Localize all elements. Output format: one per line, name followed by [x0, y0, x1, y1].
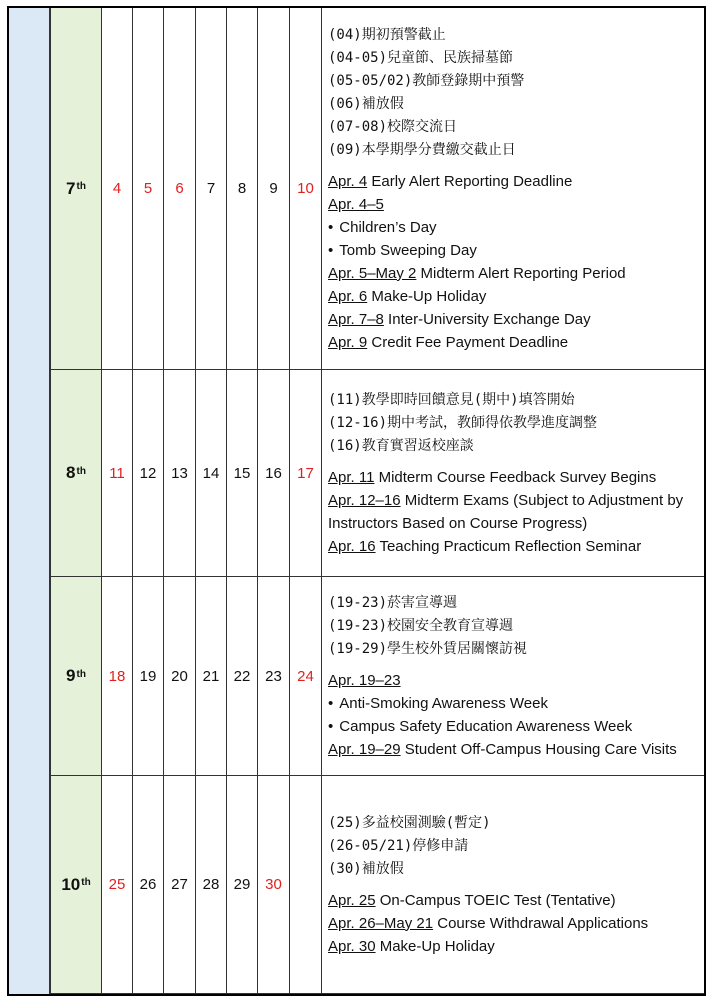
day-cell: 16	[258, 370, 290, 576]
table-border	[7, 6, 706, 996]
event-zh: (16)教育實習返校座談	[328, 437, 474, 454]
event-zh: (26-05/21)停修申請	[328, 837, 469, 854]
event-date: Apr. 4–5	[328, 195, 384, 213]
event-text: Course Withdrawal Applications	[433, 914, 649, 932]
day-cell: 9	[258, 8, 290, 369]
day-cell: 10	[290, 8, 322, 369]
event-zh: (11)教學即時回饋意見(期中)填答開始	[328, 391, 575, 408]
event-text: On-Campus TOEIC Test (Tentative)	[375, 891, 616, 909]
day-cell: 28	[196, 776, 227, 993]
day-cell: 4	[102, 8, 133, 369]
day-cell: 11	[102, 370, 133, 576]
event-date: Apr. 19–23	[328, 671, 401, 689]
event-text: Student Off-Campus Housing Care Visits	[400, 740, 677, 758]
event-text: Campus Safety Education Awareness Week	[339, 717, 633, 735]
week-number-label: 7	[66, 178, 76, 198]
event-zh: (04-05)兒童節、民族掃墓節	[328, 49, 514, 66]
day-cell: 23	[258, 577, 290, 775]
event-text: Make-Up Holiday	[367, 287, 487, 305]
day-cell: 6	[164, 8, 196, 369]
event-zh: (05-05/02)教師登錄期中預警	[328, 72, 525, 89]
day-cell: 24	[290, 577, 322, 775]
day-cell: 18	[102, 577, 133, 775]
event-date: Apr. 4	[328, 172, 368, 190]
day-cell: 25	[102, 776, 133, 993]
event-text: Anti-Smoking Awareness Week	[339, 694, 548, 712]
day-cell: 20	[164, 577, 196, 775]
day-cell: 13	[164, 370, 196, 576]
day-cell: 7	[196, 8, 227, 369]
event-text: Midterm Alert Reporting Period	[416, 264, 626, 282]
day-cell: 8	[227, 8, 258, 369]
day-cell: 30	[258, 776, 290, 993]
event-text: Teaching Practicum Reflection Seminar	[375, 537, 642, 555]
event-date: Apr. 9	[328, 333, 368, 351]
week-number-suffix: th	[81, 877, 91, 888]
event-zh: (06)補放假	[328, 95, 404, 112]
event-zh: (19-23)校園安全教育宣導週	[328, 617, 514, 634]
event-zh: (07-08)校際交流日	[328, 118, 458, 135]
week-number-suffix: th	[76, 465, 86, 477]
event-date: Apr. 30	[328, 937, 376, 955]
event-date: Apr. 7–8	[328, 310, 384, 328]
event-date: Apr. 12–16	[328, 491, 401, 509]
day-cell: 5	[133, 8, 164, 369]
event-date: Apr. 5–May 2	[328, 264, 417, 282]
event-date: Apr. 11	[328, 468, 375, 486]
event-zh: (19-23)菸害宣導週	[328, 594, 458, 611]
event-date: Apr. 25	[328, 891, 376, 909]
day-cell: 17	[290, 370, 322, 576]
day-cell: 29	[227, 776, 258, 993]
day-cell: 27	[164, 776, 196, 993]
week-number-label: 8	[66, 463, 76, 482]
event-zh: (19-29)學生校外賃居關懷訪視	[328, 640, 528, 657]
event-text: Tomb Sweeping Day	[339, 241, 477, 259]
event-zh: (12-16)期中考試，教師得依教學進度調整	[328, 414, 598, 431]
day-cell: 19	[133, 577, 164, 775]
week-number-label: 10	[61, 874, 81, 894]
event-zh: (04)期初預警截止	[328, 26, 446, 43]
event-text: Children’s Day	[339, 218, 437, 236]
day-cell: 26	[133, 776, 164, 993]
event-zh: (25)多益校園測驗(暫定)	[328, 814, 491, 831]
day-cell: 12	[133, 370, 164, 576]
day-cell: 14	[196, 370, 227, 576]
event-date: Apr. 26–May 21	[328, 914, 434, 932]
event-text: Make-Up Holiday	[375, 937, 495, 955]
event-text: Midterm Course Feedback Survey Begins	[374, 468, 657, 486]
week-number-label: 9	[66, 666, 76, 685]
event-zh: (09)本學期學分費繳交截止日	[328, 141, 516, 158]
event-text: Inter-University Exchange Day	[383, 310, 591, 328]
event-text: Credit Fee Payment Deadline	[367, 333, 569, 351]
week-number-suffix: th	[76, 181, 86, 192]
event-date: Apr. 6	[328, 287, 368, 305]
event-zh: (30)補放假	[328, 860, 404, 877]
event-date: Apr. 16	[328, 537, 376, 555]
week-number-suffix: th	[76, 668, 86, 680]
day-cell: 21	[196, 577, 227, 775]
event-date: Apr. 19–29	[328, 740, 401, 758]
event-text: Midterm Exams (Subject to Adjustment by Instructors Based on Course Progress)	[328, 491, 684, 532]
day-cell: 22	[227, 577, 258, 775]
event-text: Early Alert Reporting Deadline	[367, 172, 573, 190]
day-cell: 15	[227, 370, 258, 576]
